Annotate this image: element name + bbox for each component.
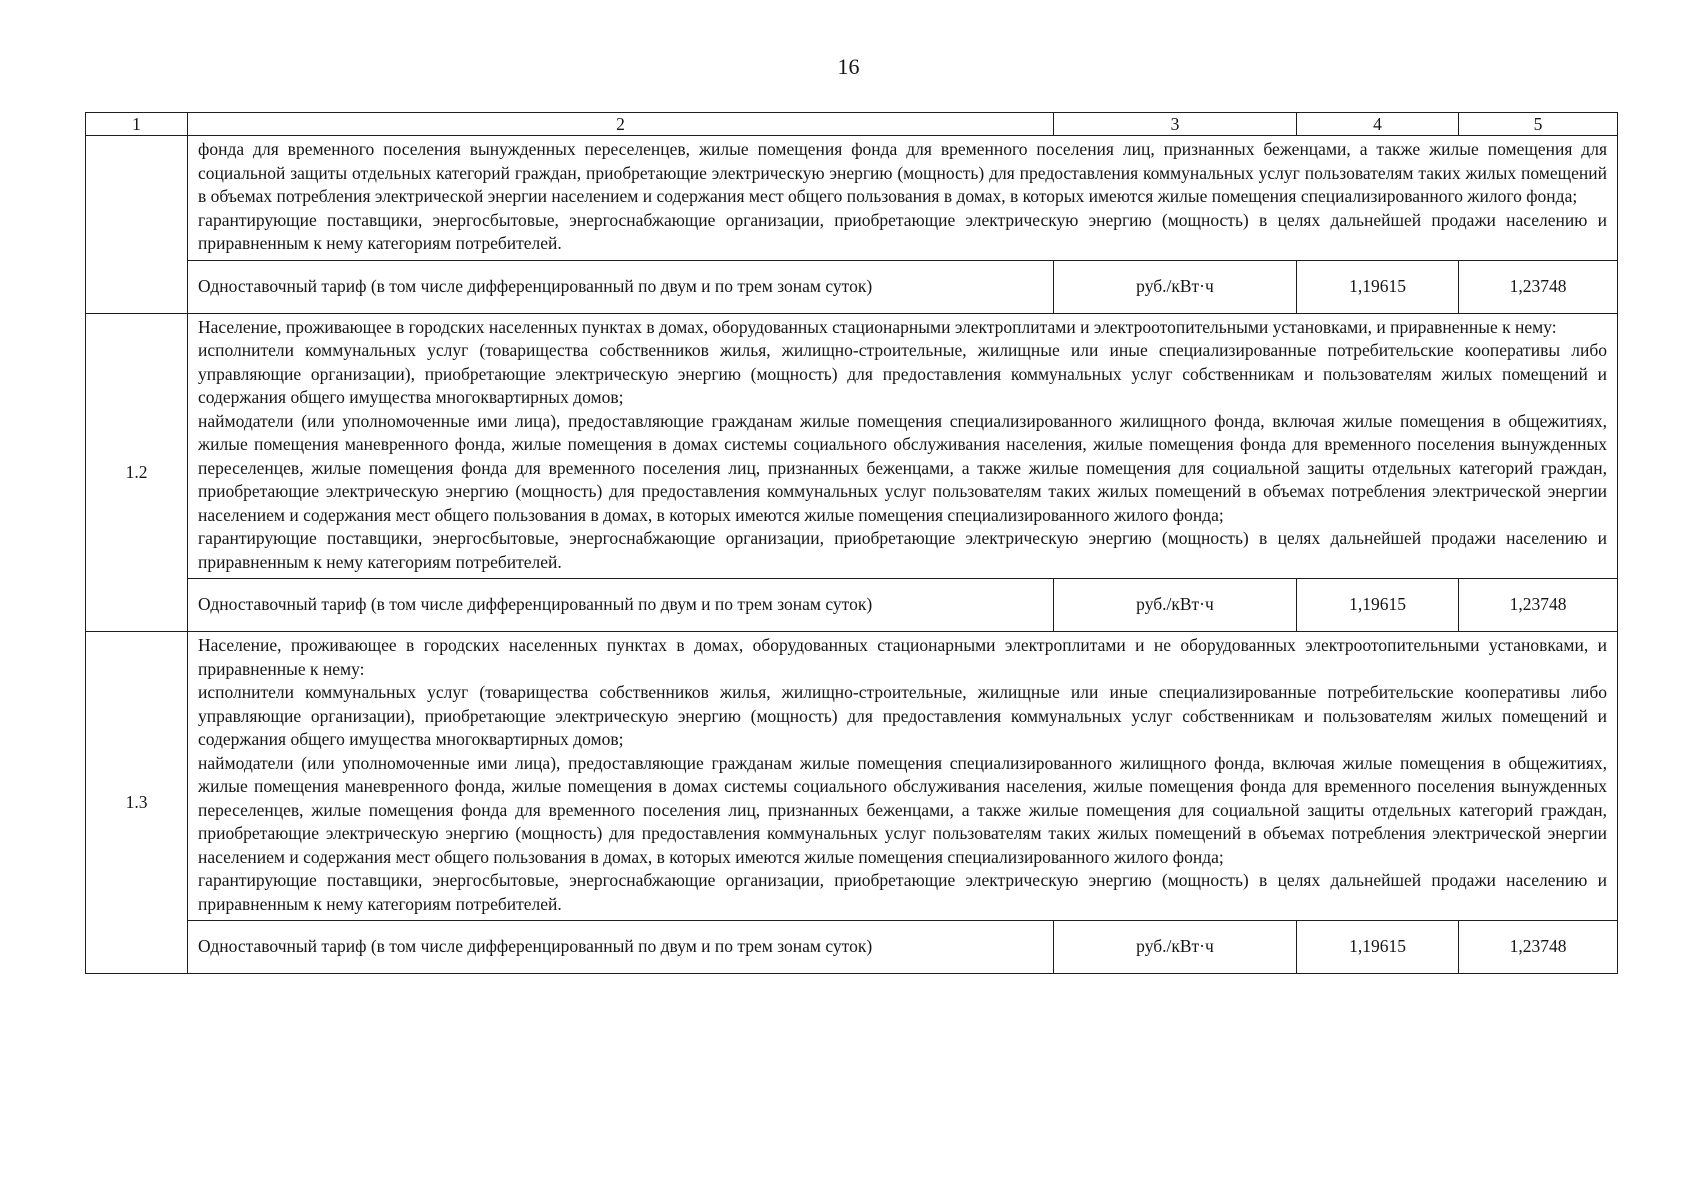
section-description	[188, 136, 1618, 261]
section-description-row	[86, 632, 1618, 921]
description-paragraph: гарантирующие поставщики, энергосбытовые, энергоснабжающие организации, приобретающие электрическую энергию (мощность) в целях дальнейшей продажи населению и приравненным к нему категориям потребителей.	[198, 528, 1607, 572]
tariff-unit: руб./кВт·ч	[1054, 921, 1297, 974]
section-description-row	[86, 313, 1618, 579]
tariff-unit: руб./кВт·ч	[1054, 260, 1297, 313]
description-paragraph: гарантирующие поставщики, энергосбытовые, энергоснабжающие организации, приобретающие электрическую энергию (мощность) в целях дальнейшей продажи населению и приравненным к нему категориям потребителей.	[198, 870, 1607, 914]
description-paragraph: Население, проживающее в городских населенных пунктах в домах, оборудованных стационарными электроплитами и электроотопительными установками, и приравненные к нему:	[198, 316, 1557, 337]
column-number-row	[86, 113, 1618, 136]
column-number: 2	[188, 113, 1054, 136]
column-number: 5	[1459, 113, 1618, 136]
tariff-row	[86, 260, 1618, 313]
page-number: 16	[837, 54, 860, 79]
section-number: 1.3	[86, 632, 188, 974]
tariff-row	[86, 579, 1618, 632]
section-number	[86, 136, 188, 314]
tariff-label: Одноставочный тариф (в том числе дифференцированный по двум и по трем зонам суток)	[188, 921, 1054, 974]
column-number: 3	[1054, 113, 1297, 136]
description-paragraph: исполнители коммунальных услуг (товарищества собственников жилья, жилищно-строительные, жилищные или иные специализированные потребительские кооперативы либо управляющие организации), приобретающие электрическую энергию (мощность) для предоставления коммунальных услуг собственникам и пользователям жилых помещений и содержания общего имущества многоквартирных домов;	[198, 682, 1607, 749]
tariff-value-second-half: 1,23748	[1459, 260, 1618, 313]
column-number: 4	[1297, 113, 1459, 136]
tariff-value-second-half: 1,23748	[1459, 579, 1618, 632]
tariff-label: Одноставочный тариф (в том числе дифференцированный по двум и по трем зонам суток)	[188, 579, 1054, 632]
description-paragraph: исполнители коммунальных услуг (товарищества собственников жилья, жилищно-строительные, жилищные или иные специализированные потребительские кооперативы либо управляющие организации), приобретающие электрическую энергию (мощность) для предоставления коммунальных услуг собственникам и пользователям жилых помещений и содержания общего имущества многоквартирных домов;	[198, 340, 1607, 407]
section-description	[188, 313, 1618, 579]
description-paragraph: наймодатели (или уполномоченные ими лица), предоставляющие гражданам жилые помещения специализированного жилищного фонда, включая жилые помещения в общежитиях, жилые помещения маневренного фонда, жилые помещения в домах системы социального обслуживания населения, жилые помещения фонда для временного поселения вынужденных переселенцев, жилые помещения фонда для временного поселения лиц, признанных беженцами, а также жилые помещения для социальной защиты отдельных категорий граждан, приобретающие электрическую энергию (мощность) для предоставления коммунальных услуг пользователям таких жилых помещений в объемах потребления электрической энергии населением и содержания мест общего пользования в домах, в которых имеются жилые помещения специализированного жилого фонда;	[198, 410, 1607, 525]
tariff-value-second-half: 1,23748	[1459, 921, 1618, 974]
tariff-value-first-half: 1,19615	[1297, 921, 1459, 974]
description-paragraph: фонда для временного поселения вынужденных переселенцев, жилые помещения фонда для временного поселения лиц, признанных беженцами, а также жилые помещения для социальной защиты отдельных категорий граждан, приобретающие электрическую энергию (мощность) для предоставления коммунальных услуг пользователям таких жилых помещений в объемах потребления электрической энергии населением и содержания мест общего пользования в домах, в которых имеются жилые помещения специализированного жилого фонда;	[198, 139, 1607, 206]
section-description-row	[86, 136, 1618, 261]
tariff-label: Одноставочный тариф (в том числе дифференцированный по двум и по трем зонам суток)	[188, 260, 1054, 313]
tariff-value-first-half: 1,19615	[1297, 579, 1459, 632]
tariff-row	[86, 921, 1618, 974]
description-paragraph: наймодатели (или уполномоченные ими лица), предоставляющие гражданам жилые помещения специализированного жилищного фонда, включая жилые помещения в общежитиях, жилые помещения маневренного фонда, жилые помещения в домах системы социального обслуживания населения, жилые помещения фонда для временного поселения вынужденных переселенцев, жилые помещения фонда для временного поселения лиц, признанных беженцами, а также жилые помещения для социальной защиты отдельных категорий граждан, приобретающие электрическую энергию (мощность) для предоставления коммунальных услуг пользователям таких жилых помещений в объемах потребления электрической энергии населением и содержания мест общего пользования в домах, в которых имеются жилые помещения специализированного жилого фонда;	[198, 752, 1607, 867]
description-paragraph: Население, проживающее в городских населенных пунктах в домах, оборудованных стационарными электроплитами и не оборудованных электроотопительными установками, и приравненные к нему:	[198, 635, 1607, 679]
column-number: 1	[86, 113, 188, 136]
section-number: 1.2	[86, 313, 188, 632]
description-paragraph: гарантирующие поставщики, энергосбытовые, энергоснабжающие организации, приобретающие электрическую энергию (мощность) в целях дальнейшей продажи населению и приравненным к нему категориям потребителей.	[198, 209, 1607, 253]
section-description	[188, 632, 1618, 921]
tariff-unit: руб./кВт·ч	[1054, 579, 1297, 632]
tariff-value-first-half: 1,19615	[1297, 260, 1459, 313]
tariff-table	[85, 112, 1618, 974]
